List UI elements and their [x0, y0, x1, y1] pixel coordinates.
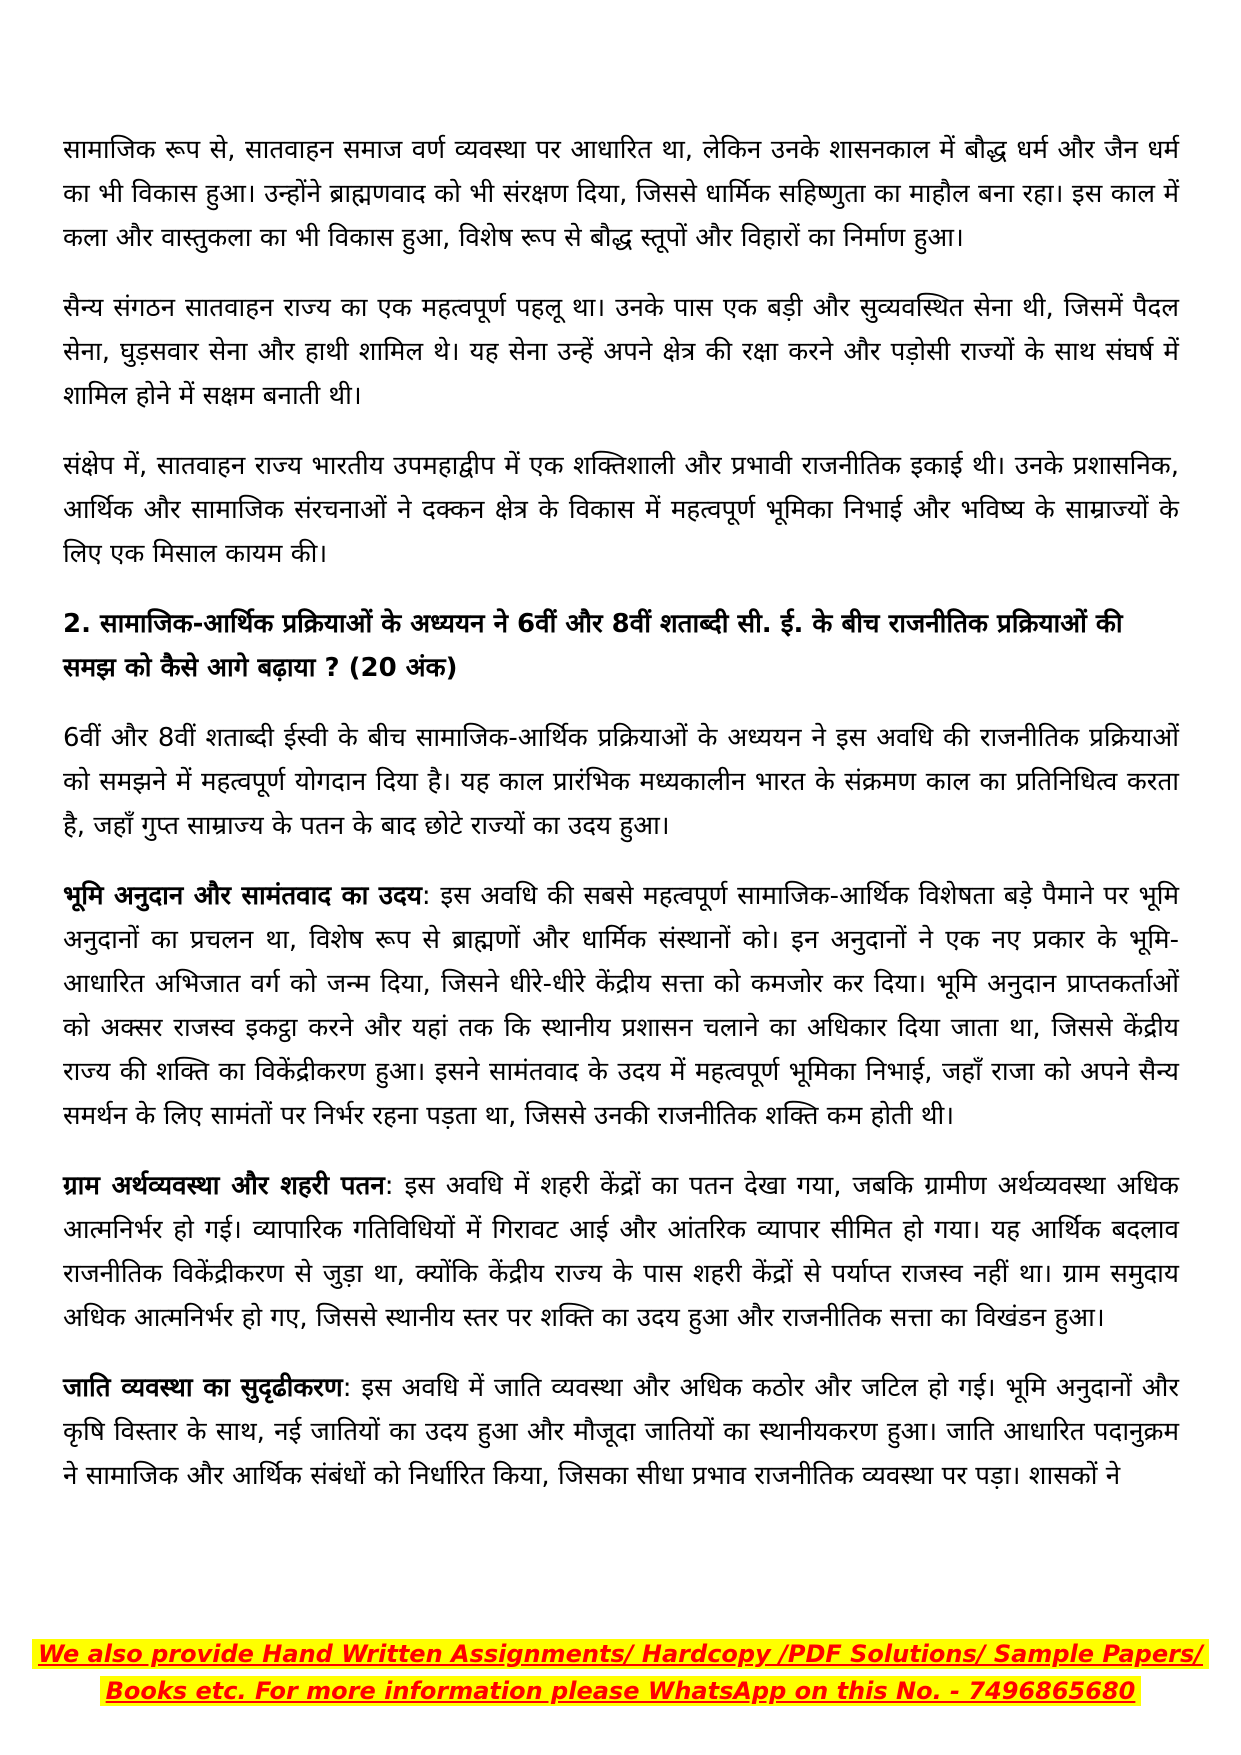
section-lead-village-economy: ग्राम अर्थव्यवस्था और शहरी पतन: [63, 1171, 385, 1201]
question-2-heading: 2. सामाजिक-आर्थिक प्रक्रियाओं के अध्ययन ने 6वीं और 8वीं शताब्दी सी. ई. के बीच राजनीतिक प्रक्रियाओं की समझ को कैसे आगे बढ़ाया ? (20 अंक): [63, 609, 1123, 683]
promo-footer: [0, 1636, 1241, 1710]
section-body-land-grants: : इस अवधि की सबसे महत्वपूर्ण सामाजिक-आर्थिक विशेषता बड़े पैमाने पर भूमि अनुदानों का प्रचलन था, विशेष रूप से ब्राह्मणों और धार्मिक संस्थानों को। इन अनुदानों ने एक नए प्रकार के भूमि-आधारित अभिजात वर्ग को जन्म दिया, जिसने धीरे-धीरे केंद्रीय सत्ता को कमजोर कर दिया। भूमि अनुदान प्राप्तकर्ताओं को अक्सर राजस्व इकट्ठा करने और यहां तक कि स्थानीय प्रशासन चलाने का अधिकार दिया जाता था, जिससे केंद्रीय राज्य की शक्ति का विकेंद्रीकरण हुआ। इसने सामंतवाद के उदय में महत्वपूर्ण भूमिका निभाई, जहाँ राजा को अपने सैन्य समर्थन के लिए सामंतों पर निर्भर रहना पड़ता था, जिससे उनकी राजनीतिक शक्ति कम होती थी।: [63, 881, 1180, 1131]
paragraph-caste-system: [63, 1366, 1179, 1498]
paragraph-village-economy-urban-decline: [63, 1164, 1179, 1340]
section-lead-caste-system: जाति व्यवस्था का सुदृढीकरण: [63, 1373, 343, 1403]
paragraph-satavahana-society: सामाजिक रूप से, सातवाहन समाज वर्ण व्यवस्था पर आधारित था, लेकिन उनके शासनकाल में बौद्ध धर्म और जैन धर्म का भी विकास हुआ। उन्होंने ब्राह्मणवाद को भी संरक्षण दिया, जिससे धार्मिक सहिष्णुता का माहौल बना रहा। इस काल में कला और वास्तुकला का भी विकास हुआ, विशेष रूप से बौद्ध स्तूपों और विहारों का निर्माण हुआ।: [63, 135, 1179, 253]
promo-footer-row-2: [0, 1673, 1241, 1710]
paragraph-study-intro: 6वीं और 8वीं शताब्दी ईस्वी के बीच सामाजिक-आर्थिक प्रक्रियाओं के अध्ययन ने इस अवधि की राजनीतिक प्रक्रियाओं को समझने में महत्वपूर्ण योगदान दिया है। यह काल प्रारंभिक मध्यकालीन भारत के संक्रमण काल का प्रतिनिधित्व करता है, जहाँ गुप्त साम्राज्य के पतन के बाद छोटे राज्यों का उदय हुआ।: [63, 723, 1179, 841]
document-content: [63, 128, 1179, 1524]
promo-footer-row-1: [0, 1636, 1241, 1673]
section-body-caste-system: : इस अवधि में जाति व्यवस्था और अधिक कठोर और जटिल हो गई। भूमि अनुदानों और कृषि विस्तार के साथ, नई जातियों का उदय हुआ और मौजूदा जातियों का स्थानीयकरण हुआ। जाति आधारित पदानुक्रम ने सामाजिक और आर्थिक संबंधों को निर्धारित किया, जिसका सीधा प्रभाव राजनीतिक व्यवस्था पर पड़ा। शासकों ने: [63, 1373, 1179, 1491]
paragraph-land-grants-feudalism: [63, 874, 1179, 1138]
section-body-village-economy: : इस अवधि में शहरी केंद्रों का पतन देखा गया, जबकि ग्रामीण अर्थव्यवस्था अधिक आत्मनिर्भर हो गई। व्यापारिक गतिविधियों में गिरावट आई और आंतरिक व्यापार सीमित हो गया। यह आर्थिक बदलाव राजनीतिक विकेंद्रीकरण से जुड़ा था, क्योंकि केंद्रीय राज्य के पास शहरी केंद्रों से पर्याप्त राजस्व नहीं था। ग्राम समुदाय अधिक आत्मनिर्भर हो गए, जिससे स्थानीय स्तर पर शक्ति का उदय हुआ और राजनीतिक सत्ता का विखंडन हुआ।: [63, 1171, 1179, 1333]
section-lead-land-grants: भूमि अनुदान और सामंतवाद का उदय: [63, 881, 422, 911]
promo-footer-line-2: Books etc. For more information please WhatsApp on this No. - 7496865680: [100, 1676, 1142, 1706]
paragraph-satavahana-summary: संक्षेप में, सातवाहन राज्य भारतीय उपमहाद्वीप में एक शक्तिशाली और प्रभावी राजनीतिक इकाई थी। उनके प्रशासनिक, आर्थिक और सामाजिक संरचनाओं ने दक्कन क्षेत्र के विकास में महत्वपूर्ण भूमिका निभाई और भविष्य के साम्राज्यों के लिए एक मिसाल कायम की।: [63, 451, 1179, 569]
promo-footer-line-1: We also provide Hand Written Assignments/ Hardcopy /PDF Solutions/ Sample Papers/: [32, 1639, 1209, 1669]
paragraph-satavahana-military: सैन्य संगठन सातवाहन राज्य का एक महत्वपूर्ण पहलू था। उनके पास एक बड़ी और सुव्यवस्थित सेना थी, जिसमें पैदल सेना, घुड़सवार सेना और हाथी शामिल थे। यह सेना उन्हें अपने क्षेत्र की रक्षा करने और पड़ोसी राज्यों के साथ संघर्ष में शामिल होने में सक्षम बनाती थी।: [63, 293, 1179, 411]
